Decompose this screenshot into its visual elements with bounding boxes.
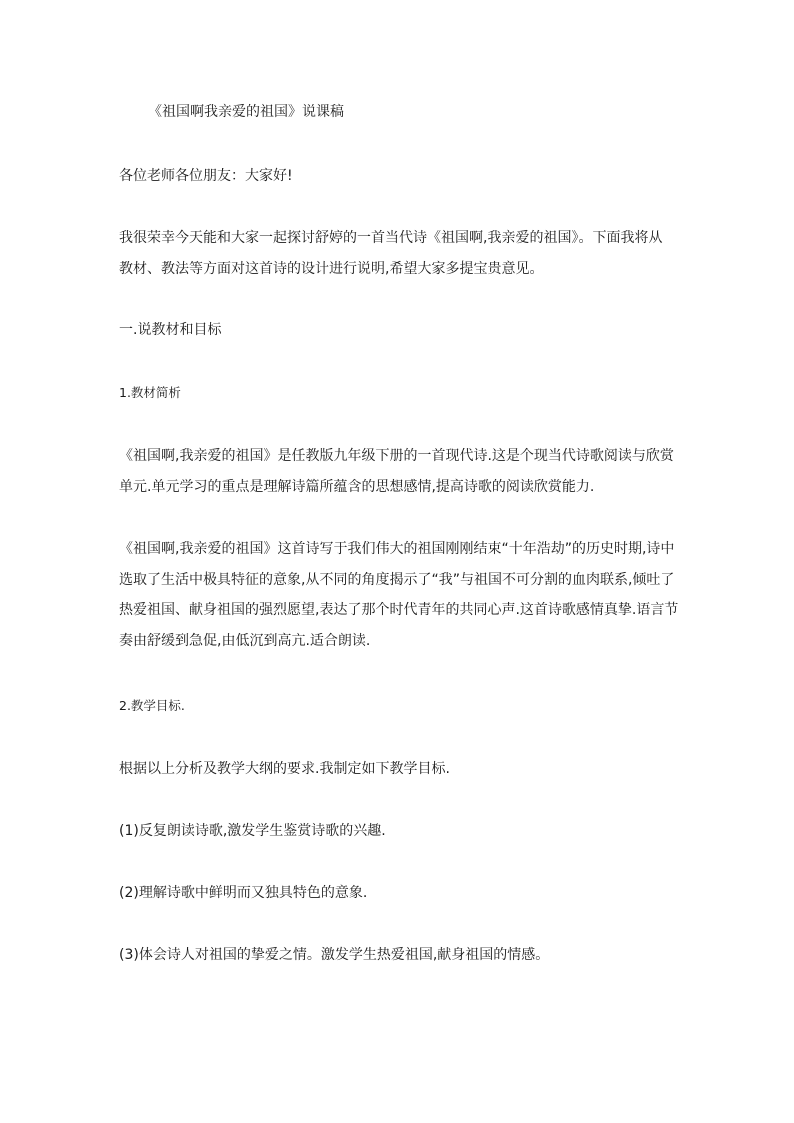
analysis-paragraph-1 bbox=[119, 441, 675, 502]
section-1-heading-text: 一.说教材和目标 bbox=[119, 322, 222, 338]
subsection-1-heading bbox=[119, 378, 675, 409]
subsection-2-heading-text: 2.教学目标. bbox=[119, 698, 185, 713]
goals-intro bbox=[119, 754, 675, 785]
goal-1-text: (1)反复朗读诗歌,激发学生鉴赏诗歌的兴趣. bbox=[119, 823, 386, 839]
analysis-2-line-1: 《祖国啊,我亲爱的祖国》这首诗写于我们伟大的祖国刚刚结束“十年浩劫”的历史时期,诗中 bbox=[119, 541, 675, 557]
analysis-2-line-3: 热爱祖国、献身祖国的强烈愿望,表达了那个时代青年的共同心声.这首诗歌感情真挚.语言节 bbox=[119, 602, 679, 618]
goal-item-2 bbox=[119, 878, 675, 909]
intro-line-1: 我很荣幸今天能和大家一起探讨舒婷的一首当代诗《祖国啊,我亲爱的祖国》。下面我将从 bbox=[119, 230, 663, 246]
intro-line-2: 教材、教法等方面对这首诗的设计进行说明,希望大家多提宝贵意见。 bbox=[119, 260, 544, 277]
greeting bbox=[119, 161, 675, 192]
goal-2-text: (2)理解诗歌中鲜明而又独具特色的意象. bbox=[119, 885, 368, 901]
goal-item-1 bbox=[119, 816, 675, 847]
goal-item-3 bbox=[119, 940, 675, 971]
analysis-1-line-2: 单元.单元学习的重点是理解诗篇所蕴含的思想感情,提高诗歌的阅读欣赏能力. bbox=[119, 478, 595, 495]
section-1-heading bbox=[119, 315, 675, 346]
subsection-2-heading bbox=[119, 691, 675, 722]
analysis-2-line-4: 奏由舒缓到急促,由低沉到高亢.适合朗读. bbox=[119, 632, 371, 649]
goal-3-text: (3)体会诗人对祖国的挚爱之情。激发学生热爱祖国,献身祖国的情感。 bbox=[119, 947, 550, 963]
analysis-paragraph-2 bbox=[119, 534, 679, 656]
greeting-text: 各位老师各位朋友：大家好! bbox=[119, 168, 293, 184]
document-title: 《祖国啊我亲爱的祖国》说课稿 bbox=[148, 104, 344, 120]
analysis-2-line-2: 选取了生活中极具特征的意象,从不同的角度揭示了“我”与祖国不可分割的血肉联系,倾吐了 bbox=[119, 571, 675, 588]
subsection-1-heading-text: 1.教材简析 bbox=[119, 385, 181, 400]
analysis-1-line-1: 《祖国啊,我亲爱的祖国》是任教版九年级下册的一首现代诗.这是个现当代诗歌阅读与欣赏 bbox=[119, 448, 674, 464]
goals-intro-text: 根据以上分析及教学大纲的要求.我制定如下教学目标. bbox=[119, 761, 450, 777]
intro-paragraph bbox=[119, 223, 675, 284]
